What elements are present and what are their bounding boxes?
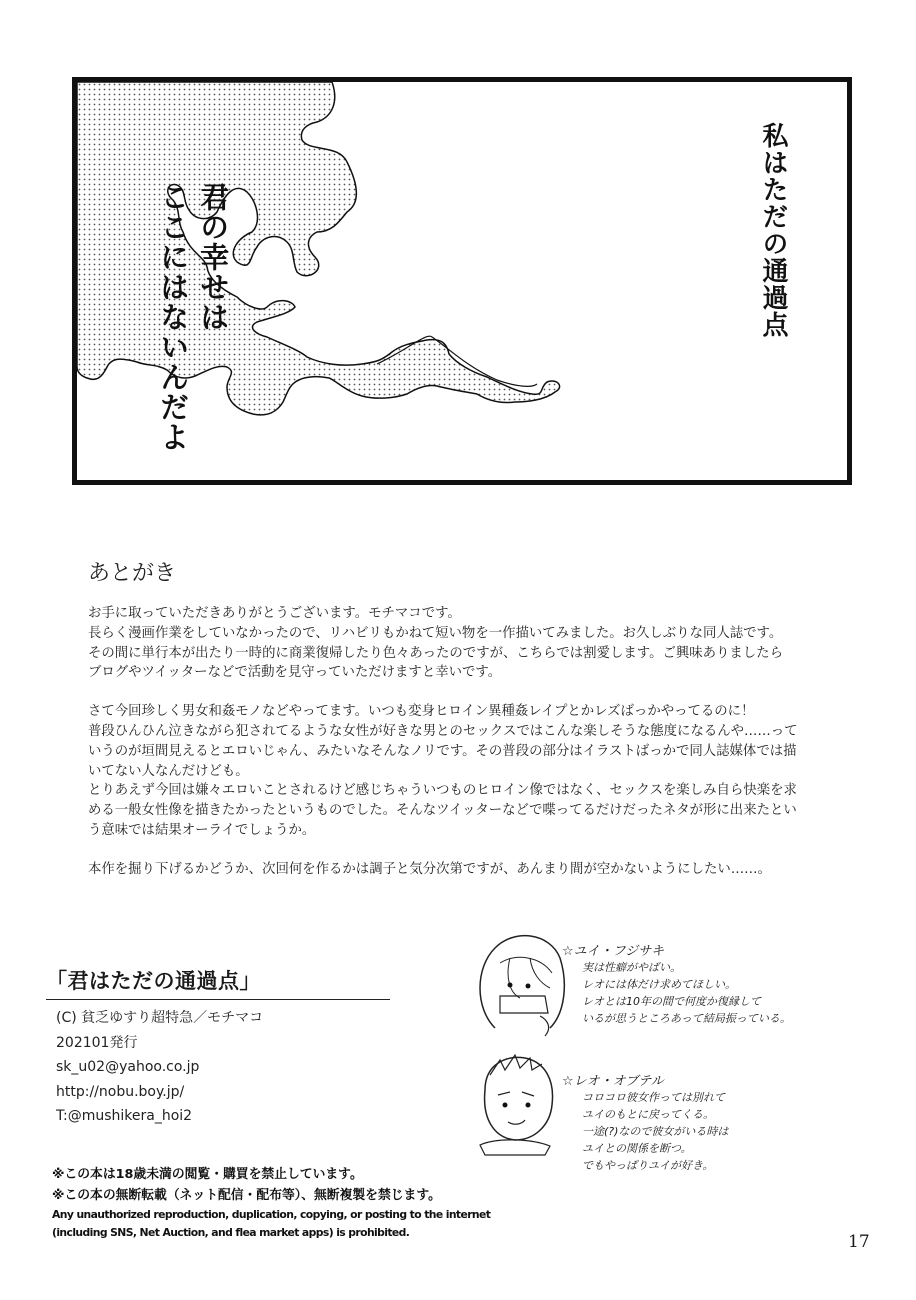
afterword-line: さて今回珍しく男女和姦モノなどやってます。いつも変身ヒロイン異種姦レイプとかレズばっかやってるのに！	[88, 704, 755, 720]
copyright-notice-jp: ※この本の無断転載（ネット配信・配布等）、無断複製を禁じます。	[52, 1188, 441, 1203]
afterword-line: 長らく漫画作業をしていなかったので、リハビリもかねて短い物を一作描いてみました。お久しぶりな同人誌です。	[88, 625, 783, 641]
contact-email: sk_u02@yahoo.co.jp	[56, 1059, 200, 1075]
legal-notices	[52, 1164, 490, 1242]
copyright-notice-en-line1: Any unauthorized reproduction, duplication, copying, or posting to the internet	[52, 1208, 491, 1221]
afterword-paragraph	[88, 604, 848, 683]
colophon-title-block	[46, 965, 390, 1000]
afterword-line: いてない人なんだけども。	[88, 763, 249, 779]
colophon-credits	[56, 1006, 263, 1129]
copyright-notice-en-line2: (including SNS, Net Auction, and flea market apps) is prohibited.	[52, 1226, 410, 1239]
character-name-yui: ☆ユイ・フジサキ	[562, 944, 665, 959]
screentone-cloud	[77, 82, 560, 415]
afterword-line: その間に単行本が出たり一時的に商業復帰したり色々あったのですが、こちらでは割愛します。ご興味ありましたら	[88, 645, 783, 661]
desc-line: いるが思うところあって結局振っている。	[582, 1012, 791, 1025]
afterword-paragraph	[88, 702, 848, 841]
afterword-body	[88, 604, 848, 899]
desc-line: でもやっぱりユイが好き。	[582, 1159, 714, 1172]
character-desc-yui	[582, 959, 791, 1027]
afterword-line: いうのが垣間見えるとエロいじゃん、みたいなそんなノリです。その普段の部分はイラストばっかで同人誌媒体では描	[88, 743, 797, 759]
age-restriction-notice: ※この本は18歳未満の閲覧・購買を禁止しています。	[52, 1167, 363, 1182]
character-note-leo	[562, 1070, 728, 1174]
afterword-line: 本作を掘り下げるかどうか、次回何を作るかは調子と気分次第ですが、あんまり間が空かないようにしたい……。	[88, 861, 771, 877]
publication-date: 202101発行	[56, 1034, 138, 1051]
cloud-screentone-illustration	[77, 82, 847, 480]
website-url: http://nobu.boy.jp/	[56, 1083, 185, 1100]
afterword-heading: あとがき	[88, 561, 177, 586]
speech-text-right: 私はただの通過点	[758, 122, 788, 338]
page-number: 17	[848, 1232, 870, 1252]
afterword-paragraph	[88, 860, 848, 880]
twitter-handle: T:@mushikera_hoi2	[56, 1108, 193, 1124]
desc-line: レオとは10年の間で何度か復縁して	[582, 995, 761, 1008]
manga-panel	[72, 77, 852, 485]
afterword-line: める一般女性像を描きたかったというものでした。そんなツイッターなどで喋ってるだけだったネタが形に出来たとい	[88, 803, 797, 819]
character-note-yui	[562, 940, 791, 1027]
desc-line: ユイのもとに戻ってくる。	[582, 1108, 714, 1121]
character-name-leo: ☆レオ・オブテル	[562, 1074, 664, 1089]
desc-line: 一途(?)なので彼女がいる時は	[582, 1125, 729, 1138]
afterword-line: ブログやツイッターなどで活動を見守っていただけますと幸いです。	[88, 665, 502, 681]
afterword-line: お手に取っていただきありがとうございます。モチマコです。	[88, 606, 461, 621]
copyright-line: (C) 貧乏ゆすり超特急／モチマコ	[56, 1010, 264, 1026]
speech-text-left-line1: 君の幸せは	[196, 182, 231, 332]
desc-line: コロコロ彼女作っては別れて	[582, 1091, 725, 1104]
afterword-line: 普段ひんひん泣きながら犯されてるような女性が好きな男とのセックスではこんな楽しそうな態度になるんや……って	[88, 723, 798, 739]
afterword-line: う意味では結果オーライでしょうか。	[88, 822, 316, 838]
speech-text-left-line2: ここにはないんだよ	[156, 182, 191, 452]
book-title: 「君はただの通過点」	[46, 965, 390, 1000]
character-desc-leo	[582, 1089, 728, 1174]
leo-portrait-sketch	[470, 1050, 560, 1160]
afterword-line: とりあえず今回は嫌々エロいことされるけど感じちゃういつものヒロイン像ではなく、セックスを楽しみ自ら快楽を求	[88, 783, 797, 799]
desc-line: レオには体だけ求めてほしい。	[582, 978, 736, 991]
yui-portrait-sketch	[470, 928, 570, 1038]
desc-line: 実は性癖がやばい。	[582, 961, 681, 974]
desc-line: ユイとの関係を断つ。	[582, 1142, 692, 1155]
